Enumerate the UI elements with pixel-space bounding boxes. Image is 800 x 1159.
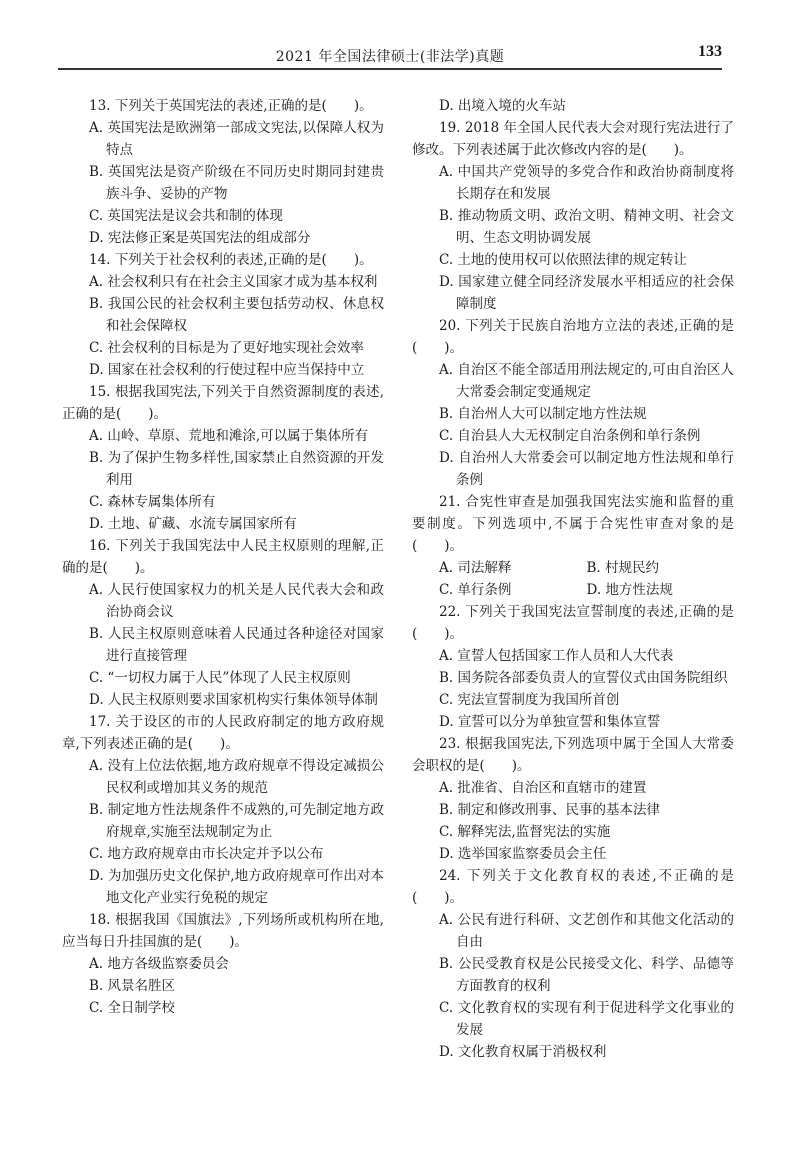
- option-d: D. 地方性法规: [586, 582, 673, 598]
- option-c: C. 英国宪法是议会共和制的体现: [89, 208, 283, 224]
- question-24: [412, 865, 734, 1063]
- option-a: A. 人民行使国家权力的机关是人民代表大会和政治协商会议: [89, 582, 384, 620]
- question-stem: 14. 下列关于社会权利的表述,正确的是( )。: [89, 252, 373, 268]
- running-header: [58, 38, 722, 70]
- question-16: [62, 535, 384, 711]
- question-stem: 13. 下列关于英国宪法的表述,正确的是( )。: [89, 98, 373, 114]
- option-b: B. 英国宪法是资产阶级在不同历史时期同封建贵族斗争、妥协的产物: [89, 164, 384, 202]
- option-d: D. 国家在社会权利的行使过程中应当保持中立: [89, 362, 365, 378]
- question-22: [412, 601, 734, 733]
- option-c: C. 解释宪法,监督宪法的实施: [439, 824, 611, 840]
- option-b: B. 推动物质文明、政治文明、精神文明、社会文明、生态文明协调发展: [439, 208, 734, 246]
- option-d: D. 选举国家监察委员会主任: [439, 846, 607, 862]
- option-row: [412, 579, 734, 601]
- option-a: A. 英国宪法是欧洲第一部成文宪法,以保障人权为特点: [89, 120, 384, 158]
- option-d: D. 人民主权原则要求国家机构实行集体领导体制: [89, 692, 378, 708]
- question-13: [62, 95, 384, 249]
- option-c: C. 文化教育权的实现有利于促进科学文化事业的发展: [439, 1000, 734, 1038]
- option-c: C. 社会权利的目标是为了更好地实现社会效率: [89, 340, 364, 356]
- question-stem: 17. 关于设区的市的人民政府制定的地方政府规章,下列表述正确的是( )。: [62, 714, 384, 752]
- option-b: B. 人民主权原则意味着人民通过各种途径对国家进行直接管理: [89, 626, 384, 664]
- question-14: [62, 249, 384, 381]
- option-a: A. 没有上位法依据,地方政府规章不得设定减损公民权利或增加其义务的规范: [89, 758, 384, 796]
- header-title: 2021 年全国法律硕士(非法学)真题: [275, 49, 505, 65]
- question-21: [412, 491, 734, 601]
- right-column: [412, 95, 734, 1063]
- option-b: B. 国务院各部委负责人的宣誓仪式由国务院组织: [439, 670, 728, 686]
- question-18-continued: [412, 95, 734, 117]
- option-c: C. 单行条例: [439, 582, 512, 598]
- question-23: [412, 733, 734, 865]
- option-d: D. 为加强历史文化保护,地方政府规章可作出对本地文化产业实行免税的规定: [89, 868, 384, 906]
- option-a: A. 自治区不能全部适用刑法规定的,可由自治区人大常委会制定变通规定: [439, 362, 734, 400]
- option-d: D. 宣誓可以分为单独宣誓和集体宣誓: [439, 714, 661, 730]
- question-stem: 15. 根据我国宪法,下列关于自然资源制度的表述,正确的是( )。: [62, 384, 384, 422]
- question-stem: 20. 下列关于民族自治地方立法的表述,正确的是( )。: [412, 318, 734, 356]
- question-stem: 18. 根据我国《国旗法》,下列场所或机构所在地,应当每日升挂国旗的是( )。: [62, 912, 384, 950]
- question-15: [62, 381, 384, 535]
- question-17: [62, 711, 384, 909]
- option-a: A. 公民有进行科研、文艺创作和其他文化活动的自由: [439, 912, 734, 950]
- question-stem: 16. 下列关于我国宪法中人民主权原则的理解,正确的是( )。: [62, 538, 384, 576]
- option-a: A. 地方各级监察委员会: [89, 956, 229, 972]
- option-b: B. 为了保护生物多样性,国家禁止自然资源的开发利用: [89, 450, 384, 488]
- question-stem: 24. 下列关于文化教育权的表述,不正确的是( )。: [412, 868, 734, 906]
- option-row: [412, 557, 734, 579]
- question-stem: 21. 合宪性审查是加强我国宪法实施和监督的重要制度。下列选项中,不属于合宪性审查对象的是( )。: [412, 494, 734, 554]
- option-c: C. “一切权力属于人民”体现了人民主权原则: [89, 670, 351, 686]
- option-d: D. 土地、矿藏、水流专属国家所有: [89, 516, 297, 532]
- option-a: A. 宣誓人包括国家工作人员和人大代表: [439, 648, 674, 664]
- option-b: B. 制定和修改刑事、民事的基本法律: [439, 802, 661, 818]
- option-d: D. 宪法修正案是英国宪法的组成部分: [89, 230, 311, 246]
- option-b: B. 公民受教育权是公民接受文化、科学、品德等方面教育的权利: [439, 956, 734, 994]
- question-18: [62, 909, 384, 1019]
- page-number: 133: [698, 43, 722, 60]
- option-a: A. 山岭、草原、荒地和滩涂,可以属于集体所有: [89, 428, 369, 444]
- option-c: C. 森林专属集体所有: [89, 494, 216, 510]
- option-a: A. 中国共产党领导的多党合作和政治协商制度将长期存在和发展: [439, 164, 734, 202]
- left-column: [62, 95, 384, 1019]
- option-c: C. 全日制学校: [89, 1000, 175, 1016]
- option-c: C. 土地的使用权可以依照法律的规定转让: [439, 252, 687, 268]
- option-b: B. 制定地方性法规条件不成熟的,可先制定地方政府规章,实施至法规制定为止: [89, 802, 384, 840]
- option-b: B. 自治州人大可以制定地方性法规: [439, 406, 647, 422]
- option-b: B. 村规民约: [586, 560, 660, 576]
- question-stem: 19. 2018 年全国人民代表大会对现行宪法进行了修改。下列表述属于此次修改内容的是( )。: [412, 120, 734, 158]
- question-stem: 23. 根据我国宪法,下列选项中属于全国人大常委会职权的是( )。: [412, 736, 734, 774]
- option-c: C. 宪法宣誓制度为我国所首创: [439, 692, 620, 708]
- question-20: [412, 315, 734, 491]
- option-c: C. 地方政府规章由市长决定并予以公布: [89, 846, 324, 862]
- question-19: [412, 117, 734, 315]
- option-b: B. 我国公民的社会权利主要包括劳动权、休息权和社会保障权: [89, 296, 384, 334]
- option-d: D. 国家建立健全同经济发展水平相适应的社会保障制度: [439, 274, 734, 312]
- question-stem: 22. 下列关于我国宪法宣誓制度的表述,正确的是( )。: [412, 604, 734, 642]
- option-a: A. 司法解释: [439, 560, 512, 576]
- option-d: D. 出境入境的火车站: [439, 98, 566, 114]
- option-d: D. 自治州人大常委会可以制定地方性法规和单行条例: [439, 450, 734, 488]
- option-b: B. 风景名胜区: [89, 978, 176, 994]
- option-a: A. 批准省、自治区和直辖市的建置: [439, 780, 647, 796]
- option-d: D. 文化教育权属于消极权利: [439, 1044, 607, 1060]
- option-c: C. 自治县人大无权制定自治条例和单行条例: [439, 428, 701, 444]
- option-a: A. 社会权利只有在社会主义国家才成为基本权利: [89, 274, 378, 290]
